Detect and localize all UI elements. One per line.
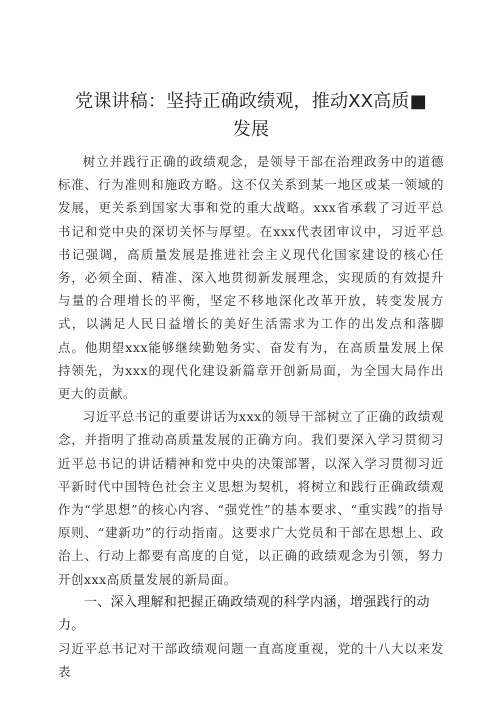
section-heading-1: 一、深入理解和把握正确政绩观的科学内涵，增强践行的动力。: [58, 594, 430, 633]
paragraph-2: 习近平总书记的重要讲话为xxx的领导干部树立了正确的政绩观念，并指明了推动高质量发展的正确方向。我们要深入学习贯彻习近平总书记的讲话精神和党中央的决策部署，以深入学习贯彻习近平新时代中国特色社会主义思想为契机，将树立和践行正确政绩观作为“学思想”的核心内容、“强党性”的基本要求、“重实践”的指导原则、“建新功”的行动指南。这要求广大党员和干部在思想上、政治上、行动上都要有高度的自觉，以正确的政绩观念为引领，努力开创xxx高质量发展的新局面。: [58, 409, 444, 587]
title-line-1: 党课讲稿：坚持正确政绩观，推动XX高质■: [75, 91, 427, 112]
paragraph-1: 树立并践行正确的政绩观念，是领导干部在治理政务中的道德标准、行为准则和施政方略。这不仅关系到某一地区或某一领域的发展，更关系到国家大事和党的重大战略。xxx省承载了习近平总书记和党中央的深切关怀与厚望。在xxx代表团审议中，习近平总书记强调，高质量发展是推进社会主义现代化国家建设的核心任务，必须全面、精准、深入地贯彻新发展理念，实现质的有效提升与量的合理增长的平衡，坚定不移地深化改革开放，转变发展方式，以满足人民日益增长的美好生活需求为工作的出发点和落脚点。他期望xxx能够继续勤勉务实、奋发有为，在高质量发展上保持领先，为xxx的现代化建设新篇章开创新局面，为全国大局作出更大的贡献。: [58, 154, 444, 402]
section-1-paragraph: 习近平总书记对干部政绩观问题一直高度重视，党的十八大以来发表: [58, 640, 444, 680]
document-body: [58, 150, 444, 683]
title-line-2: 发展: [232, 119, 270, 140]
document-title: [58, 88, 444, 144]
